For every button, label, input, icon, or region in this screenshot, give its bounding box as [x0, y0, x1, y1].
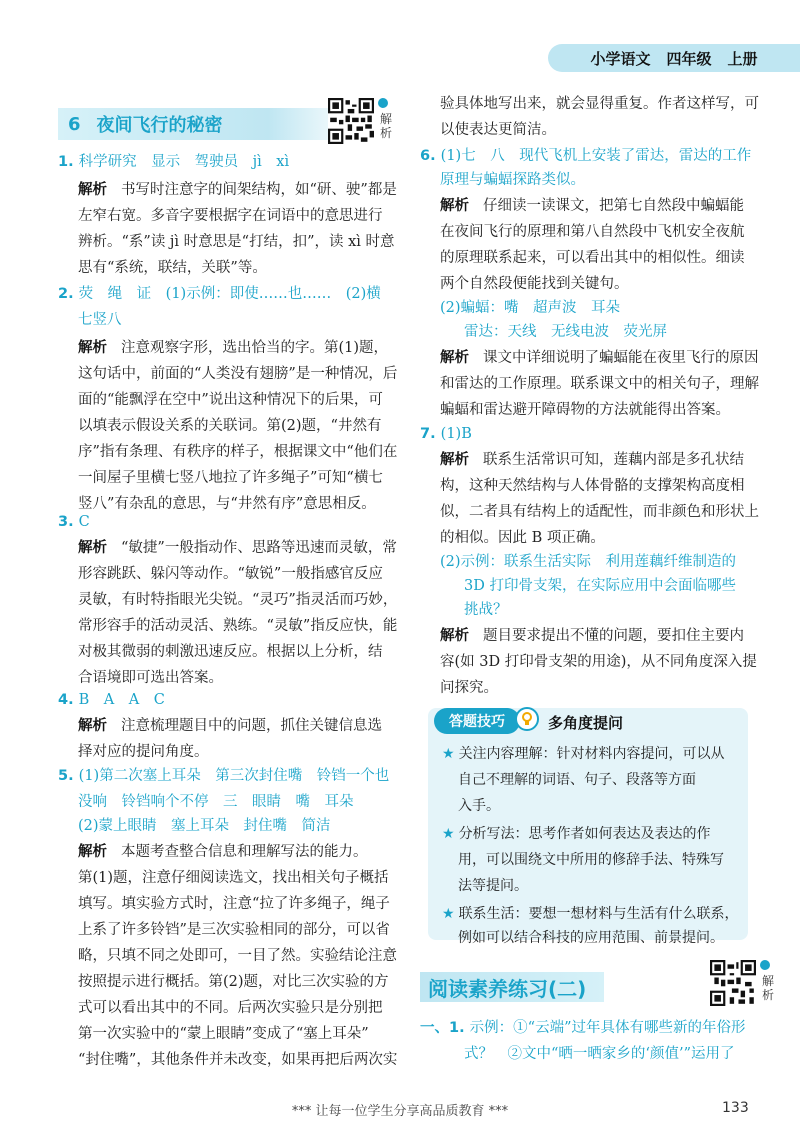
text-line: [78, 972, 389, 992]
text-line: [78, 792, 354, 812]
question-number: 6.: [420, 148, 441, 164]
qr-badge-icon: [378, 98, 388, 108]
line-text: 仔细读一读课文，把第七自然段中蝙蝠能: [483, 198, 744, 214]
page-number: 133: [722, 1100, 749, 1116]
line-text: 填写。填实验方式时，注意“拉了许多绳子，绳子: [78, 896, 390, 912]
question-number: 1.: [58, 154, 79, 170]
text-line: [440, 678, 498, 698]
line-text: 略，只填不同之处即可，一目了然。实验结论注意: [78, 948, 397, 964]
text-line: [78, 668, 223, 688]
text-line: [78, 310, 122, 330]
section-title: 阅读素养练习(二): [420, 972, 604, 1002]
text-line: [78, 742, 209, 762]
line-text: 没响 铃铛响个不停 三 眼睛 嘴 耳朵: [78, 794, 354, 810]
line-text: 蝙蝠和雷达避开障碍物的方法就能得出答案。: [440, 402, 730, 418]
analysis-label: 解析: [440, 452, 469, 468]
line-text: (2)蝙蝠：嘴 超声波 耳朵: [440, 300, 621, 316]
line-text: 上系了许多铃铛”是三次实验相同的部分，可以省: [78, 922, 390, 938]
analysis-line: [78, 842, 368, 862]
analysis-line: [78, 716, 382, 736]
question-number: 4.: [58, 692, 79, 708]
text-line: [440, 652, 757, 672]
line-text: 构，这种天然结构与人体骨骼的支撑架构高度相: [440, 478, 745, 494]
text-line: [78, 1050, 397, 1070]
line-text: 注意梳理题目中的问题，抓住关键信息选: [121, 718, 382, 734]
line-text: 七竖八: [78, 312, 122, 328]
line-text: 示例：①“云端”过年具体有哪些新的年俗形: [469, 1020, 746, 1036]
tip-badge: 答题技巧: [434, 708, 520, 734]
line-text: 左窄右宽。多音字要根据字在词语中的意思进行: [78, 208, 383, 224]
question-number: 2.: [58, 286, 79, 302]
analysis-line: [78, 338, 388, 358]
tip-text: 自己不理解的词语、句子、段落等方面: [458, 772, 696, 788]
tip-text: 入手。: [458, 798, 500, 814]
lesson-title-text: 夜间飞行的秘密: [96, 115, 223, 136]
analysis-line: [440, 348, 759, 368]
answer-line: [420, 424, 472, 444]
text-line: [440, 552, 736, 572]
line-text: “敏捷”一般指动作、思路等迅速而灵敏，常: [121, 540, 397, 556]
line-text: 容(如 3D 打印骨支架的用途)，从不同角度深入提: [440, 654, 757, 670]
line-text: 书写时注意字的间架结构，如“研、驶”都是: [121, 182, 397, 198]
answer-line: [58, 766, 389, 786]
text-line: [78, 998, 383, 1018]
line-text: 竖八”有杂乱的意思，与“井然有序”意思相反。: [78, 496, 376, 512]
answer-line: [58, 512, 90, 532]
line-text: 式？ ②文中“晒一晒家乡的‘颜值’”运用了: [464, 1046, 735, 1062]
text-line: [440, 502, 759, 522]
star-icon: ★: [442, 826, 455, 842]
tip-text: 法等提问。: [458, 878, 528, 894]
text-line: [78, 616, 397, 636]
text-line: [440, 400, 730, 420]
header-subject: 小学语文: [590, 49, 651, 68]
tip-text: 用，可以围绕文中所用的修辞手法、特殊写: [458, 852, 724, 868]
analysis-line: [78, 538, 397, 558]
tip-line: [458, 850, 724, 870]
line-text: 合语境即可选出答案。: [78, 670, 223, 686]
question-number: 3.: [58, 514, 79, 530]
line-text: 的相似。因此 B 项正确。: [440, 530, 605, 546]
line-text: 辨析。“系”读 jì 时意思是“打结，扣”，读 xì 时意: [78, 234, 395, 250]
line-text: 的原理联系起来，可以看出其中的相似性。细读: [440, 250, 745, 266]
tip-line: [458, 796, 500, 816]
star-icon: ★: [442, 746, 455, 762]
text-line: [440, 374, 759, 394]
tip-line: [458, 876, 528, 896]
text-line: [440, 528, 605, 548]
line-text: 以填表示假设关系的关联词。第(2)题，“井然有: [78, 418, 382, 434]
tip-line: [442, 904, 739, 924]
text-line: [440, 120, 556, 140]
analysis-label: 解析: [440, 198, 469, 214]
text-line: [464, 600, 508, 620]
text-line: [78, 390, 383, 410]
line-text: B A A C: [78, 692, 165, 708]
line-text: 以使表达更简洁。: [440, 122, 556, 138]
footer-slogan: *** 让每一位学生分享高品质教育 ***: [291, 1104, 509, 1119]
analysis-line: [440, 450, 744, 470]
line-text: 课文中详细说明了蝙蝠能在夜里飞行的原因: [483, 350, 759, 366]
text-line: [78, 894, 390, 914]
text-line: [78, 416, 381, 436]
tip-text: 分析写法：思考作者如何表达及表达的作: [458, 826, 711, 842]
line-text: 荧 绳 证 (1)示例：即使……也…… (2)横: [78, 286, 381, 302]
text-line: [440, 222, 745, 242]
tip-line: [458, 928, 724, 948]
line-text: 式可以看出其中的不同。后两次实验只是分别把: [78, 1000, 383, 1016]
answer-line: [58, 284, 381, 304]
analysis-label: 解析: [78, 182, 107, 198]
text-line: [78, 642, 383, 662]
line-text: 两个自然段便能找到关键句。: [440, 276, 629, 292]
question-number: 5.: [58, 768, 79, 784]
line-text: “封住嘴”，其他条件并未改变，如果再把后两次实: [78, 1052, 398, 1068]
qr-code-icon-2[interactable]: [710, 960, 756, 1006]
answer-line: [420, 1018, 745, 1038]
lightbulb-icon: [514, 706, 540, 732]
line-text: 第一次实验中的“蒙上眼睛”变成了“塞上耳朵”: [78, 1026, 369, 1042]
tip-line: [458, 770, 696, 790]
line-text: 科学研究 显示 驾驶员 jì xì: [78, 154, 290, 170]
text-line: [78, 920, 390, 940]
qr-code-icon[interactable]: [328, 98, 374, 144]
line-text: 第(1)题，注意仔细阅读选文，找出相关句子概括: [78, 870, 389, 886]
line-text: C: [78, 514, 90, 530]
line-text: 这句话中，前面的“人类没有翅膀”是一种情况，后: [78, 366, 398, 382]
line-text: (1)七 八 现代飞机上安装了雷达，雷达的工作: [440, 148, 752, 164]
line-text: 择对应的提问角度。: [78, 744, 209, 760]
analysis-line: [78, 180, 397, 200]
question-number: 一、1.: [420, 1020, 470, 1036]
tip-title: 多角度提问: [548, 714, 624, 732]
line-text: 本题考查整合信息和理解写法的能力。: [121, 844, 368, 860]
text-line: [440, 170, 585, 190]
analysis-label: 解析: [78, 718, 107, 734]
analysis-label: 解析: [440, 628, 469, 644]
line-text: 似，二者具有结构上的适配性，而非颜色和形状上: [440, 504, 759, 520]
tip-text: 联系生活：要想一想材料与生活有什么联系，: [458, 906, 739, 922]
text-line: [78, 1024, 369, 1044]
tip-line: [442, 824, 711, 844]
analysis-label: 解析: [78, 844, 107, 860]
lesson-title: [58, 108, 358, 140]
line-text: (1)B: [440, 426, 472, 442]
header-tag: [548, 44, 800, 72]
tip-text: 关注内容理解：针对材料内容提问，可以从: [458, 746, 725, 762]
line-text: 面的“能飘浮在空中”说出这种情况下的后果，可: [78, 392, 383, 408]
line-text: 题目要求提出不懂的问题，要扣住主要内: [483, 628, 744, 644]
text-line: [78, 364, 397, 384]
text-line: [464, 1044, 735, 1064]
line-text: 对极其微弱的刺激迅速反应。根据以上分析，结: [78, 644, 383, 660]
text-line: [78, 946, 397, 966]
line-text: 灵敏，有时特指眼光尖锐。“灵巧”指灵活而巧妙，: [78, 592, 398, 608]
text-line: [78, 868, 389, 888]
analysis-label: 解析: [440, 350, 469, 366]
tip-text: 例如可以结合科技的应用范围、前景提问。: [458, 930, 724, 946]
text-line: [464, 322, 667, 342]
text-line: [78, 468, 383, 488]
header-grade: 四年级: [666, 49, 712, 68]
text-line: [440, 248, 745, 268]
text-line: [78, 564, 383, 584]
line-text: (2)示例：联系生活实际 利用莲藕纤维制造的: [440, 554, 737, 570]
line-text: 常形容手的活动灵活、熟练。“灵敏”指反应快，能: [78, 618, 398, 634]
text-line: [464, 576, 736, 596]
qr-label-2: 解析: [762, 974, 775, 1002]
text-line: [78, 590, 397, 610]
line-text: 注意观察字形，选出恰当的字。第(1)题，: [121, 340, 389, 356]
star-icon: ★: [442, 906, 455, 922]
text-line: [78, 494, 376, 514]
line-text: 按照提示进行概括。第(2)题，对比三次实验的方: [78, 974, 389, 990]
line-text: 一间屋子里横七竖八地拉了许多绳子”可知“横七: [78, 470, 383, 486]
line-text: 在夜间飞行的原理和第八自然段中飞机安全夜航: [440, 224, 745, 240]
lesson-number: 6: [68, 113, 81, 135]
line-text: 思有“系统，联结，关联”等。: [78, 260, 267, 276]
line-text: (2)蒙上眼睛 塞上耳朵 封住嘴 简洁: [78, 818, 331, 834]
answer-line: [58, 690, 165, 710]
header-volume: 上册: [727, 49, 758, 68]
line-text: 原理与蝙蝠探路类似。: [440, 172, 585, 188]
line-text: (1)第二次塞上耳朵 第三次封住嘴 铃铛一个也: [78, 768, 390, 784]
answer-line: [58, 152, 289, 172]
qr-badge-icon-2: [760, 960, 770, 970]
text-line: [440, 298, 620, 318]
analysis-line: [440, 626, 744, 646]
analysis-label: 解析: [78, 340, 107, 356]
qr-label: 解析: [380, 112, 393, 140]
line-text: 形容跳跃、躲闪等动作。“敏锐”一般指感官反应: [78, 566, 383, 582]
line-text: 雷达：天线 无线电波 荧光屏: [464, 324, 667, 340]
analysis-line: [440, 196, 744, 216]
line-text: 3D 打印骨支架，在实际应用中会面临哪些: [464, 578, 736, 594]
line-text: 和雷达的工作原理。联系课文中的相关句子，理解: [440, 376, 759, 392]
text-line: [78, 442, 397, 462]
tip-line: [442, 744, 725, 764]
answer-line: [420, 146, 751, 166]
text-line: [78, 232, 395, 252]
question-number: 7.: [420, 426, 441, 442]
text-line: [78, 816, 331, 836]
text-line: [440, 274, 629, 294]
line-text: 验具体地写出来，就会显得重复。作者这样写，可: [440, 96, 759, 112]
line-text: 挑战？: [464, 602, 508, 618]
text-line: [440, 476, 745, 496]
text-line: [78, 206, 383, 226]
line-text: 问探究。: [440, 680, 498, 696]
text-line: [440, 94, 759, 114]
line-text: 联系生活常识可知，莲藕内部是多孔状结: [483, 452, 744, 468]
line-text: 序”指有条理、有秩序的样子，根据课文中“他们在: [78, 444, 398, 460]
analysis-label: 解析: [78, 540, 107, 556]
text-line: [78, 258, 267, 278]
